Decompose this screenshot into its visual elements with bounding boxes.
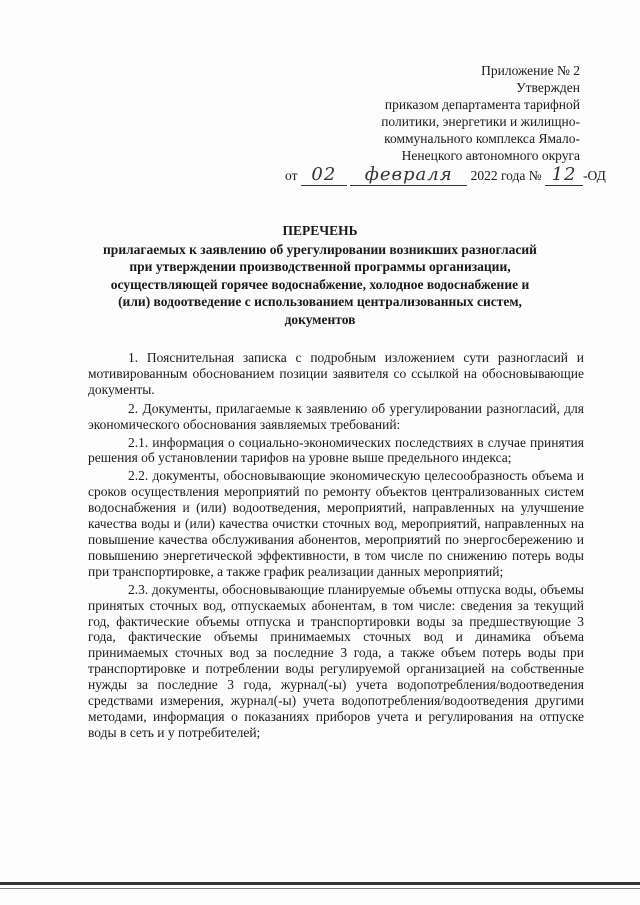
date-prefix: от <box>285 168 298 183</box>
approval-line-5: коммунального комплекса Ямало- <box>384 131 580 146</box>
approval-stamp <box>220 62 580 164</box>
scan-edge-line <box>0 882 640 885</box>
paragraph-2-2: 2.2. документы, обосновывающие экономическую целесообразность объема и сроков осуществления мероприятий по ремонту объектов централизованных систем водоснабжения и (или) водоотведения, мероприятий, направленных на улучшение качества воды и (или) качества очистки сточных вод, мероприятий, направленных на повышение качества обслуживания абонентов, мероприятий по энергосбережению и повышению энергетической эффективности, в том числе по снижению потерь воды при транспортировке, а также график реализации данных мероприятий; <box>88 468 584 579</box>
approval-line-4: политики, энергетики и жилищно- <box>381 114 580 129</box>
handwritten-order-number: 12 <box>545 164 583 186</box>
order-suffix: -ОД <box>583 168 606 183</box>
paragraph-2: 2. Документы, прилагаемые к заявлению об урегулировании разногласий, для экономического обоснования заявляемых требований: <box>88 400 584 432</box>
title-line-5: документов <box>284 311 356 327</box>
paragraph-1: 1. Пояснительная записка с подробным изложением сути разногласий и мотивированным обоснованием позиции заявителя со ссылкой на обосновывающие документы. <box>88 350 584 397</box>
appendix-number: Приложение № 2 <box>481 63 580 78</box>
paragraph-2-1: 2.1. информация о социально-экономических последствиях в случае принятия решения об установлении тарифов на уровне выше предельного индекса; <box>88 434 584 466</box>
handwritten-month: февраля <box>350 164 467 186</box>
approval-line-6: Ненецкого автономного округа <box>401 148 580 163</box>
document-body <box>88 350 584 743</box>
approved-label: Утвержден <box>516 80 580 95</box>
title-line-1: прилагаемых к заявлению об урегулировании возникших разногласий <box>103 241 537 257</box>
title-line-4: (или) водоотведение с использованием централизованных систем, <box>118 294 522 309</box>
document-title <box>70 222 570 328</box>
approval-line-3: приказом департамента тарифной <box>384 97 580 112</box>
scan-edge-line-thin <box>0 888 640 889</box>
date-year: 2022 года № <box>470 168 542 183</box>
title-line-2: при утверждении производственной программы организации, <box>129 259 511 274</box>
handwritten-day: 02 <box>301 164 347 186</box>
title-line-3: осуществляющей горячее водоснабжение, холодное водоснабжение и <box>110 276 530 292</box>
paragraph-2-3: 2.3. документы, обосновывающие планируемые объемы отпуска воды, объемы принятых сточных вод, отпускаемых абонентам, в том числе: сведения за текущий год, фактические объемы отпуска и транспортировки воды за предшествующие 3 года, фактические объемы принимаемых сточных вод и динамика объема принимаемых сточных вод за последние 3 года, а также объем потерь воды при транспортировке и потреблении воды регулируемой организацией на собственные нужды за последние 3 года, журнал(-ы) учета водопотребления/водоотведения средствами измерения, журнал(-ы) учета водопотребления/водоотведения другими методами, информация о показаниях приборов учета и регулирования на отпуске воды в сеть и у потребителей; <box>88 581 584 740</box>
title-heading: ПЕРЕЧЕНЬ <box>282 223 358 238</box>
order-date-line <box>285 164 606 186</box>
